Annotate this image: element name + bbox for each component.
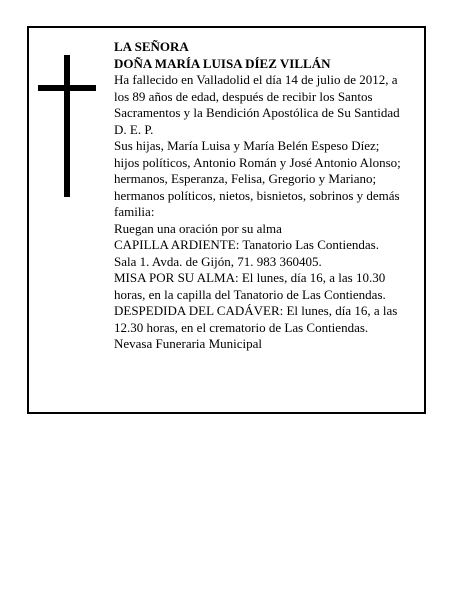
- death-announcement-line-2: los 89 años de edad, después de recibir los Santos: [114, 88, 373, 104]
- family-line-3: hermanos, Esperanza, Felisa, Gregorio y Mariano;: [114, 171, 377, 186]
- farewell-line-2: 12.30 horas, en el crematorio de Las Contiendas.: [114, 319, 369, 335]
- farewell-line-1: DESPEDIDA DEL CADÁVER: El lunes, día 16, a las: [114, 303, 398, 318]
- family-line-2: hijos políticos, Antonio Román y José Antonio Alonso;: [114, 154, 401, 170]
- death-announcement-line-1: Ha fallecido en Valladolid el día 14 de julio de 2012, a: [114, 72, 398, 87]
- family-line-1: Sus hijas, María Luisa y María Belén Espeso Díez;: [114, 138, 380, 153]
- family-line-5: familia:: [114, 204, 155, 219]
- deceased-name: DOÑA MARÍA LUISA DÍEZ VILLÁN: [114, 55, 331, 71]
- latin-cross-icon: [38, 55, 96, 197]
- family-line-4: hermanos políticos, nietos, bisnietos, sobrinos y demás: [114, 187, 400, 203]
- obituary-text-block: [114, 39, 416, 353]
- death-announcement-line-3: Sacramentos y la Bendición Apostólica de Su Santidad: [114, 105, 400, 120]
- funeral-chapel-line-2: Sala 1. Avda. de Gijón, 71. 983 360405.: [114, 253, 322, 269]
- cross-vertical-bar: [64, 55, 70, 197]
- cross-horizontal-bar: [38, 85, 96, 91]
- prayer-request-line: Ruegan una oración por su alma: [114, 220, 282, 236]
- rip-line: D. E. P.: [114, 121, 154, 137]
- mass-line-2: horas, en la capilla del Tanatorio de Las Contiendas.: [114, 286, 386, 302]
- notice-title: LA SEÑORA: [114, 39, 189, 54]
- funeral-home-line: Nevasa Funeraria Municipal: [114, 336, 263, 351]
- funeral-chapel-line-1: CAPILLA ARDIENTE: Tanatorio Las Contiendas.: [114, 237, 379, 252]
- mass-line-1: MISA POR SU ALMA: El lunes, día 16, a las 10.30: [114, 270, 386, 285]
